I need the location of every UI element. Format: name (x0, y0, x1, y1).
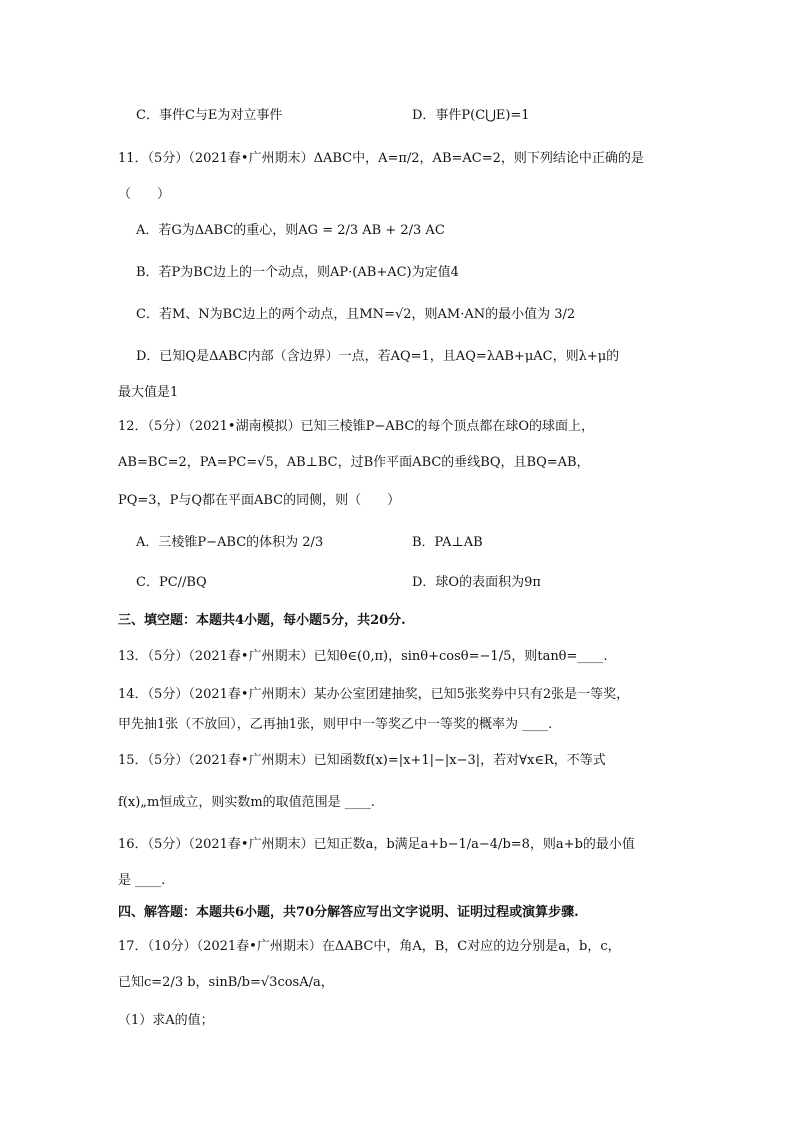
q12-line3: PQ=3，P与Q都在平面ABC的同侧，则（ ） (118, 493, 401, 508)
q16-line1: 16．（5分）（2021春•广州期末）已知正数a，b满足a+b−1/a−4/b=8，则a+b的最小值 (118, 837, 635, 852)
q11-option-b: B．若P为BC边上的一个动点，则AP·(AB+AC)为定值4 (136, 265, 459, 280)
q12-option-b: B．PA⊥AB (412, 535, 483, 550)
q12-stem: 12．（5分）（2021•湖南模拟）已知三棱锥P−ABC的每个顶点都在球O的球面上， (118, 419, 594, 434)
q14-line2: 甲先抽1张（不放回），乙再抽1张，则甲中一等奖乙中一等奖的概率为 ____. (118, 717, 553, 732)
q16-line2: 是 ____. (118, 873, 166, 888)
q11-option-a: A．若G为ΔABC的重心，则AG = 2/3 AB + 2/3 AC (136, 223, 445, 238)
q12-option-a: A．三棱锥P−ABC的体积为 2/3 (136, 535, 324, 550)
q13: 13．（5分）（2021春•广州期末）已知θ∈(0,π)，sinθ+cosθ=−1/5，则tanθ=____. (118, 649, 608, 664)
q11-option-d: D．已知Q是ΔABC内部（含边界）一点，若AQ=1，且AQ=λAB+μAC，则λ+μ的 (136, 349, 620, 364)
section-fill-in-heading: 三、填空题：本题共4小题，每小题5分，共20分. (118, 613, 406, 628)
q10-option-c: C．事件C与E为对立事件 (136, 108, 283, 123)
q11-option-c: C．若M、N为BC边上的两个动点，且MN=√2，则AM·AN的最小值为 3/2 (136, 307, 576, 322)
q17-line2: 已知c=2/3 b，sinB/b=√3cosA/a， (118, 975, 334, 990)
q12-option-c: C．PC//BQ (136, 575, 207, 590)
q10-option-d: D．事件P(C⋃E)=1 (412, 108, 530, 123)
section-answer-heading: 四、解答题：本题共6小题，共70分解答应写出文字说明、证明过程或演算步骤. (118, 905, 579, 920)
q14-line1: 14．（5分）（2021春•广州期末）某办公室团建抽奖，已知5张奖券中只有2张是一等奖， (118, 687, 630, 702)
q12-option-d: D．球O的表面积为9π (412, 575, 541, 590)
q17-line1: 17．（10分）（2021春•广州期末）在ΔABC中，角A，B，C对应的边分别是a，b，c， (118, 939, 621, 954)
q15-line2: f(x)„m恒成立，则实数m的取值范围是 ____. (118, 795, 375, 810)
q11-option-d-cont: 最大值是1 (118, 385, 179, 400)
q11-paren: （ ） (118, 187, 171, 202)
q12-line2: AB=BC=2，PA=PC=√5，AB⊥BC，过B作平面ABC的垂线BQ，且BQ=AB， (118, 455, 590, 470)
q11-stem: 11．（5分）（2021春•广州期末）ΔABC中，A=π/2，AB=AC=2，则下列结论中正确的是 (118, 151, 644, 166)
q17-part1: （1）求A的值； (118, 1013, 214, 1028)
q15-line1: 15．（5分）（2021春•广州期末）已知函数f(x)=|x+1|−|x−3|，若对∀x∈R，不等式 (118, 753, 606, 768)
